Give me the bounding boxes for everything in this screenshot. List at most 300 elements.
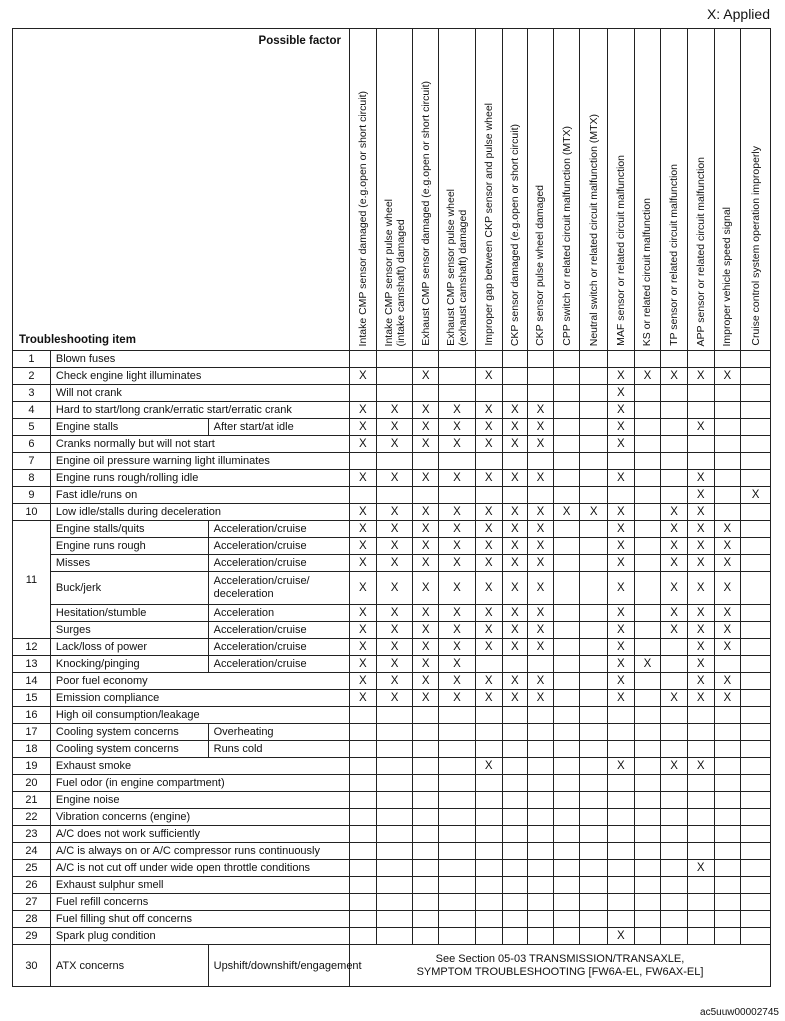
empty-cell [413,860,439,877]
applied-mark: X [608,504,635,521]
condition-cell: Acceleration/cruise [208,639,349,656]
empty-cell [661,775,688,792]
empty-cell [634,809,661,826]
empty-cell [661,470,688,487]
applied-mark: X [634,656,661,673]
empty-cell [553,605,580,622]
empty-cell [475,826,502,843]
factor-label: KS or related circuit malfunction [641,197,654,346]
applied-mark: X [687,656,714,673]
applied-mark: X [475,402,502,419]
empty-cell [741,877,771,894]
applied-mark: X [528,538,554,555]
applied-mark: X [349,622,376,639]
empty-cell [502,775,528,792]
row-number: 11 [13,521,51,639]
row-number: 20 [13,775,51,792]
applied-mark: X [608,419,635,436]
empty-cell [634,453,661,470]
empty-cell [553,351,580,368]
row-number: 3 [13,385,51,402]
empty-cell [528,741,554,758]
empty-cell [413,911,439,928]
empty-cell [413,894,439,911]
row-number: 2 [13,368,51,385]
empty-cell [475,656,502,673]
applied-mark: X [439,639,476,656]
empty-cell [413,707,439,724]
applied-mark: X [502,673,528,690]
applied-mark: X [687,673,714,690]
empty-cell [475,928,502,945]
empty-cell [439,860,476,877]
applied-mark: X [349,673,376,690]
empty-cell [714,775,741,792]
empty-cell [714,351,741,368]
applied-mark: X [413,639,439,656]
applied-mark: X [413,605,439,622]
empty-cell [741,419,771,436]
empty-cell [634,572,661,605]
applied-mark: X [687,758,714,775]
empty-cell [741,436,771,453]
item-cell: ATX concerns [50,945,208,987]
table-row [13,928,771,945]
applied-mark: X [714,622,741,639]
empty-cell [580,894,608,911]
applied-mark: X [439,419,476,436]
empty-cell [376,877,413,894]
condition-cell: Acceleration/cruise [208,538,349,555]
empty-cell [608,860,635,877]
applied-mark: X [349,555,376,572]
condition-cell: Acceleration/cruise [208,555,349,572]
empty-cell [475,809,502,826]
empty-cell [714,402,741,419]
empty-cell [580,673,608,690]
applied-mark: X [376,521,413,538]
item-cell: Cranks normally but will not start [50,436,349,453]
document-code: ac5uuw00002745 [700,1007,779,1018]
empty-cell [376,487,413,504]
empty-cell [608,877,635,894]
row-number: 27 [13,894,51,911]
empty-cell [741,860,771,877]
empty-cell [714,656,741,673]
empty-cell [553,792,580,809]
table-row [13,385,771,402]
empty-cell [349,724,376,741]
empty-cell [580,877,608,894]
empty-cell [413,792,439,809]
empty-cell [349,351,376,368]
factor-header [439,29,476,351]
empty-cell [528,724,554,741]
empty-cell [741,504,771,521]
table-row [13,453,771,470]
row-number: 21 [13,792,51,809]
applied-mark: X [687,690,714,707]
applied-mark: X [661,504,688,521]
empty-cell [502,385,528,402]
empty-cell [634,690,661,707]
applied-mark: X [413,690,439,707]
empty-cell [376,843,413,860]
empty-cell [634,436,661,453]
row-number: 24 [13,843,51,860]
empty-cell [349,843,376,860]
empty-cell [608,894,635,911]
applied-mark: X [661,758,688,775]
applied-mark: X [349,368,376,385]
empty-cell [502,741,528,758]
factor-header [580,29,608,351]
row-number: 7 [13,453,51,470]
empty-cell [580,402,608,419]
item-cell: Exhaust smoke [50,758,349,775]
empty-cell [634,555,661,572]
applied-mark: X [661,538,688,555]
row-number: 16 [13,707,51,724]
applied-mark: X [661,521,688,538]
row-number: 8 [13,470,51,487]
empty-cell [528,351,554,368]
empty-cell [553,775,580,792]
item-cell: Fuel odor (in engine compartment) [50,775,349,792]
empty-cell [502,911,528,928]
item-cell: Low idle/stalls during deceleration [50,504,349,521]
empty-cell [349,928,376,945]
factor-header [714,29,741,351]
empty-cell [741,724,771,741]
empty-cell [580,826,608,843]
empty-cell [439,724,476,741]
empty-cell [580,538,608,555]
empty-cell [413,741,439,758]
empty-cell [349,385,376,402]
applied-mark: X [528,470,554,487]
applied-mark: X [413,504,439,521]
applied-mark: X [376,572,413,605]
applied-mark: X [475,521,502,538]
empty-cell [714,894,741,911]
item-cell: Will not crank [50,385,349,402]
empty-cell [687,724,714,741]
empty-cell [714,911,741,928]
row-number: 26 [13,877,51,894]
empty-cell [376,368,413,385]
empty-cell [413,453,439,470]
table-row [13,843,771,860]
empty-cell [528,758,554,775]
applied-mark: X [439,402,476,419]
applied-mark: X [376,419,413,436]
empty-cell [661,724,688,741]
applied-mark: X [349,639,376,656]
empty-cell [376,741,413,758]
empty-cell [528,487,554,504]
empty-cell [528,368,554,385]
empty-cell [502,877,528,894]
empty-cell [528,453,554,470]
factor-label: Exhaust CMP sensor pulse wheel (exhaust camshaft) damaged [444,189,469,346]
empty-cell [439,707,476,724]
applied-mark: X [687,622,714,639]
empty-cell [714,826,741,843]
row-number: 22 [13,809,51,826]
table-row [13,351,771,368]
empty-cell [687,385,714,402]
factor-label: Improper vehicle speed signal [721,206,734,346]
applied-mark: X [714,555,741,572]
empty-cell [553,419,580,436]
empty-cell [661,928,688,945]
empty-cell [439,453,476,470]
empty-cell [502,894,528,911]
legend: X: Applied [706,6,770,22]
empty-cell [634,351,661,368]
applied-mark: X [439,673,476,690]
item-cell: Engine noise [50,792,349,809]
table-row [13,792,771,809]
applied-mark: X [661,622,688,639]
empty-cell [741,741,771,758]
empty-cell [741,809,771,826]
applied-mark: X [687,368,714,385]
applied-mark: X [376,470,413,487]
factor-header [687,29,714,351]
applied-mark: X [475,436,502,453]
applied-mark: X [502,690,528,707]
empty-cell [580,656,608,673]
empty-cell [475,385,502,402]
empty-cell [475,351,502,368]
empty-cell [553,639,580,656]
empty-cell [413,351,439,368]
empty-cell [349,860,376,877]
empty-cell [376,911,413,928]
item-cell: Engine stalls/quits [50,521,208,538]
applied-mark: X [528,555,554,572]
empty-cell [661,894,688,911]
empty-cell [608,741,635,758]
empty-cell [634,622,661,639]
applied-mark: X [349,470,376,487]
applied-mark: X [528,504,554,521]
empty-cell [608,911,635,928]
empty-cell [553,402,580,419]
empty-cell [741,911,771,928]
empty-cell [475,707,502,724]
empty-cell [376,707,413,724]
applied-mark: X [608,673,635,690]
empty-cell [528,792,554,809]
table-row [13,521,771,538]
table-row [13,826,771,843]
empty-cell [580,436,608,453]
applied-mark: X [528,402,554,419]
empty-cell [553,928,580,945]
empty-cell [634,826,661,843]
empty-cell [634,521,661,538]
empty-cell [714,385,741,402]
table-row [13,877,771,894]
applied-mark: X [528,622,554,639]
table-row [13,572,771,605]
applied-mark: X [687,639,714,656]
applied-mark: X [349,521,376,538]
applied-mark: X [413,368,439,385]
empty-cell [376,758,413,775]
empty-cell [528,843,554,860]
empty-cell [741,453,771,470]
applied-mark: X [661,368,688,385]
applied-mark: X [439,690,476,707]
applied-mark: X [608,572,635,605]
empty-cell [634,605,661,622]
applied-mark: X [502,470,528,487]
empty-cell [687,843,714,860]
empty-cell [580,419,608,436]
empty-cell [502,860,528,877]
row-number: 19 [13,758,51,775]
empty-cell [580,860,608,877]
empty-cell [687,775,714,792]
table-row [13,555,771,572]
empty-cell [528,894,554,911]
applied-mark: X [687,572,714,605]
empty-cell [634,758,661,775]
empty-cell [553,877,580,894]
empty-cell [714,928,741,945]
empty-cell [439,351,476,368]
applied-mark: X [502,436,528,453]
factor-header [528,29,554,351]
applied-mark: X [608,436,635,453]
empty-cell [580,707,608,724]
applied-mark: X [608,385,635,402]
empty-cell [580,622,608,639]
empty-cell [475,775,502,792]
empty-cell [349,453,376,470]
empty-cell [634,538,661,555]
item-cell: Fuel refill concerns [50,894,349,911]
table-row [13,690,771,707]
empty-cell [475,724,502,741]
empty-cell [634,402,661,419]
condition-cell: Acceleration/cruise [208,622,349,639]
table-row [13,724,771,741]
row-number: 10 [13,504,51,521]
empty-cell [634,673,661,690]
empty-cell [502,792,528,809]
empty-cell [741,656,771,673]
empty-cell [580,775,608,792]
applied-mark: X [687,419,714,436]
applied-mark: X [439,521,476,538]
empty-cell [376,928,413,945]
empty-cell [741,385,771,402]
empty-cell [475,860,502,877]
empty-cell [413,758,439,775]
table-row [13,707,771,724]
applied-mark: X [608,402,635,419]
table-row [13,470,771,487]
empty-cell [528,877,554,894]
applied-mark: X [661,605,688,622]
applied-mark: X [502,538,528,555]
empty-cell [634,792,661,809]
row-number: 6 [13,436,51,453]
empty-cell [580,843,608,860]
empty-cell [634,707,661,724]
table-row [13,860,771,877]
empty-cell [376,724,413,741]
applied-mark: X [714,605,741,622]
applied-mark: X [714,538,741,555]
row-number: 14 [13,673,51,690]
empty-cell [661,809,688,826]
applied-mark: X [439,504,476,521]
row-number: 29 [13,928,51,945]
factor-header [661,29,688,351]
applied-mark: X [608,758,635,775]
item-cell: Cooling system concerns [50,724,208,741]
empty-cell [553,385,580,402]
condition-cell: Acceleration [208,605,349,622]
applied-mark: X [475,690,502,707]
empty-cell [376,860,413,877]
row-number: 30 [13,945,51,987]
empty-cell [502,826,528,843]
row-number: 5 [13,419,51,436]
empty-cell [741,928,771,945]
applied-mark: X [687,470,714,487]
applied-mark: X [528,605,554,622]
empty-cell [608,809,635,826]
empty-cell [376,385,413,402]
applied-mark: X [502,572,528,605]
empty-cell [349,911,376,928]
applied-mark: X [349,504,376,521]
applied-mark: X [439,656,476,673]
empty-cell [634,385,661,402]
applied-mark: X [528,419,554,436]
table-row [13,622,771,639]
empty-cell [608,453,635,470]
empty-cell [580,792,608,809]
applied-mark: X [475,572,502,605]
applied-mark: X [475,605,502,622]
empty-cell [349,707,376,724]
applied-mark: X [608,690,635,707]
applied-mark: X [502,504,528,521]
empty-cell [608,487,635,504]
empty-cell [580,758,608,775]
table-row [13,402,771,419]
applied-mark: X [376,605,413,622]
empty-cell [608,351,635,368]
applied-mark: X [608,928,635,945]
applied-mark: X [376,555,413,572]
empty-cell [714,860,741,877]
applied-mark: X [376,436,413,453]
applied-mark: X [661,572,688,605]
empty-cell [687,453,714,470]
empty-cell [475,453,502,470]
table-row [13,436,771,453]
empty-cell [714,470,741,487]
